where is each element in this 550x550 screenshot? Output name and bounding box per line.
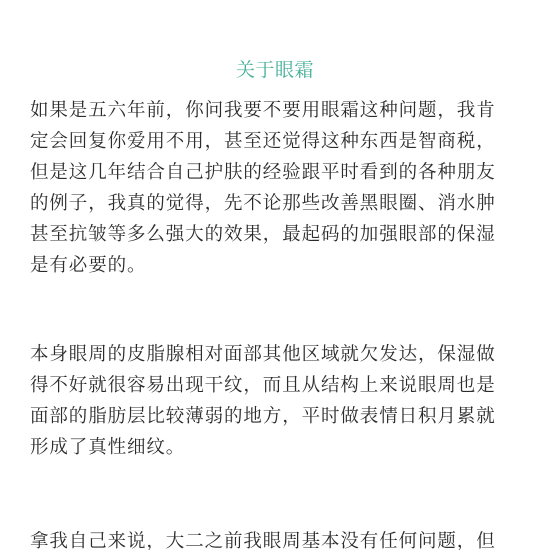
text-line: 如果是五六年前，你问我要不要用眼霜这种问题，我肯 (30, 100, 496, 121)
text-line: 形成了真性细纹。 (30, 437, 186, 458)
text-line: 但是这几年结合自己护肤的经验跟平时看到的各种朋友 (30, 162, 496, 183)
text-line: 甚至抗皱等多么强大的效果，最起码的加强眼部的保湿 (30, 224, 496, 245)
text-line: 拿我自己来说，大二之前我眼周基本没有任何问题，但 (30, 531, 496, 550)
text-line: 面部的脂肪层比较薄弱的地方，平时做表情日积月累就 (30, 406, 496, 427)
paragraph-1 (30, 95, 520, 281)
text-line: 是有必要的。 (30, 255, 147, 276)
paragraph-2 (30, 339, 520, 463)
text-line: 得不好就很容易出现干纹，而且从结构上来说眼周也是 (30, 375, 496, 396)
article-title: 关于眼霜 (235, 59, 314, 81)
text-line: 本身眼周的皮脂腺相对面部其他区域就欠发达，保湿做 (30, 344, 496, 365)
text-line: 定会回复你爱用不用，甚至还觉得这种东西是智商税， (30, 131, 496, 152)
text-line: 的例子，我真的觉得，先不论那些改善黑眼圈、消水肿 (30, 193, 496, 214)
paragraph-3 (30, 526, 520, 550)
